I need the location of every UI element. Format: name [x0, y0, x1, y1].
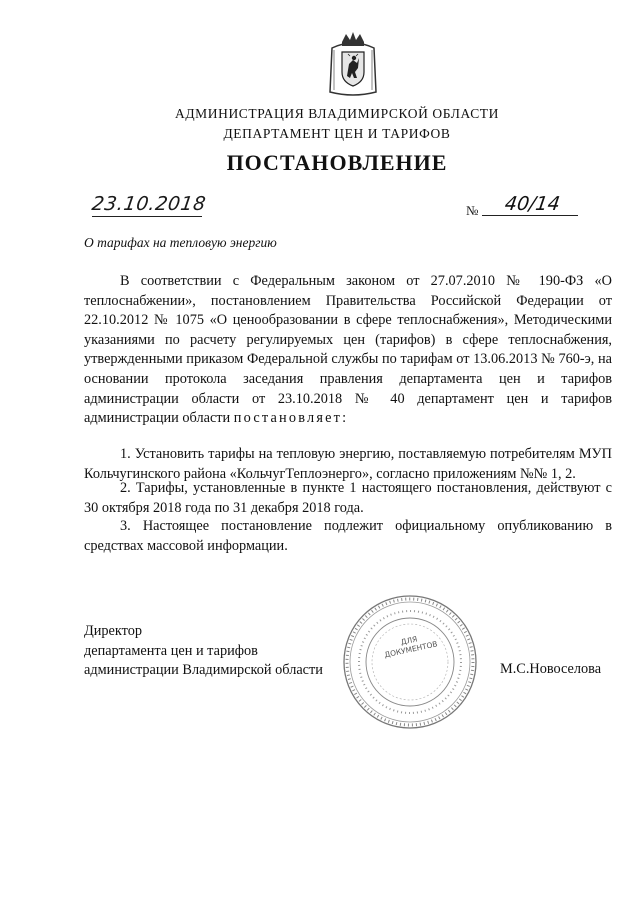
- document-title: ПОСТАНОВЛЕНИЕ: [226, 150, 448, 175]
- organization-name: АДМИНИСТРАЦИЯ ВЛАДИМИРСКОЙ ОБЛАСТИ: [175, 106, 499, 121]
- handwritten-date: 23.10.2018: [90, 193, 208, 215]
- coat-of-arms-emblem: [328, 28, 378, 98]
- stamp-seal-graphic: [340, 592, 480, 732]
- resolves-text: постановляет:: [233, 410, 349, 427]
- department-name: ДЕПАРТАМЕНТ ЦЕН И ТАРИФОВ: [223, 126, 451, 141]
- official-stamp: [340, 592, 480, 732]
- stamp-label: ДЛЯ ДОКУМЕНТОВ: [383, 634, 439, 660]
- preamble-text: В соответствии с Федеральным законом от 27.07.2010 № 190-ФЗ «О теплоснабжении», постановлением Правительства Российской Федерации от 22.10.2012 № 1075 «О ценообразовании в сфере теплоснабжения», Методическими указаниями по расчету регулируемых цен (тарифов) в сфере теплоснабжения, утвержденными приказом Федеральной службы по тарифам от 13.06.2013 № 760-э, на основании протокола заседания правления департамента цен и тарифов администрации области от 23.10.2018 № 40 департамент цен и тарифов администрации области: [84, 273, 612, 427]
- signatory-title-line-1: Директор: [84, 623, 143, 639]
- signatory-title-line-2: департамента цен и тарифов: [84, 642, 258, 659]
- date-underline: [92, 216, 202, 217]
- handwritten-number: 40/14: [503, 193, 562, 215]
- number-underline: [482, 215, 578, 216]
- item-1-paragraph: 1. Установить тарифы на тепловую энергию, поставляемую потребителям МУП Кольчугинского района «КольчугТеплоэнерго», согласно приложениям №№ 1, 2.: [84, 446, 612, 482]
- item-2-paragraph: 2. Тарифы, установленные в пункте 1 настоящего постановления, действуют с 30 октября 2018 года по 31 декабря 2018 года.: [84, 480, 612, 516]
- signatory-title-line-3: администрации Владимирской области: [84, 662, 323, 679]
- preamble-paragraph: [84, 272, 612, 429]
- signatory-name: М.С.Новоселова: [500, 661, 602, 677]
- number-label: №: [466, 203, 479, 218]
- item-3-paragraph: 3. Настоящее постановление подлежит официальному опубликованию в средствах массовой информации.: [84, 518, 612, 554]
- signatory-title: [84, 622, 323, 681]
- document-subject: О тарифах на тепловую энергию: [84, 235, 277, 250]
